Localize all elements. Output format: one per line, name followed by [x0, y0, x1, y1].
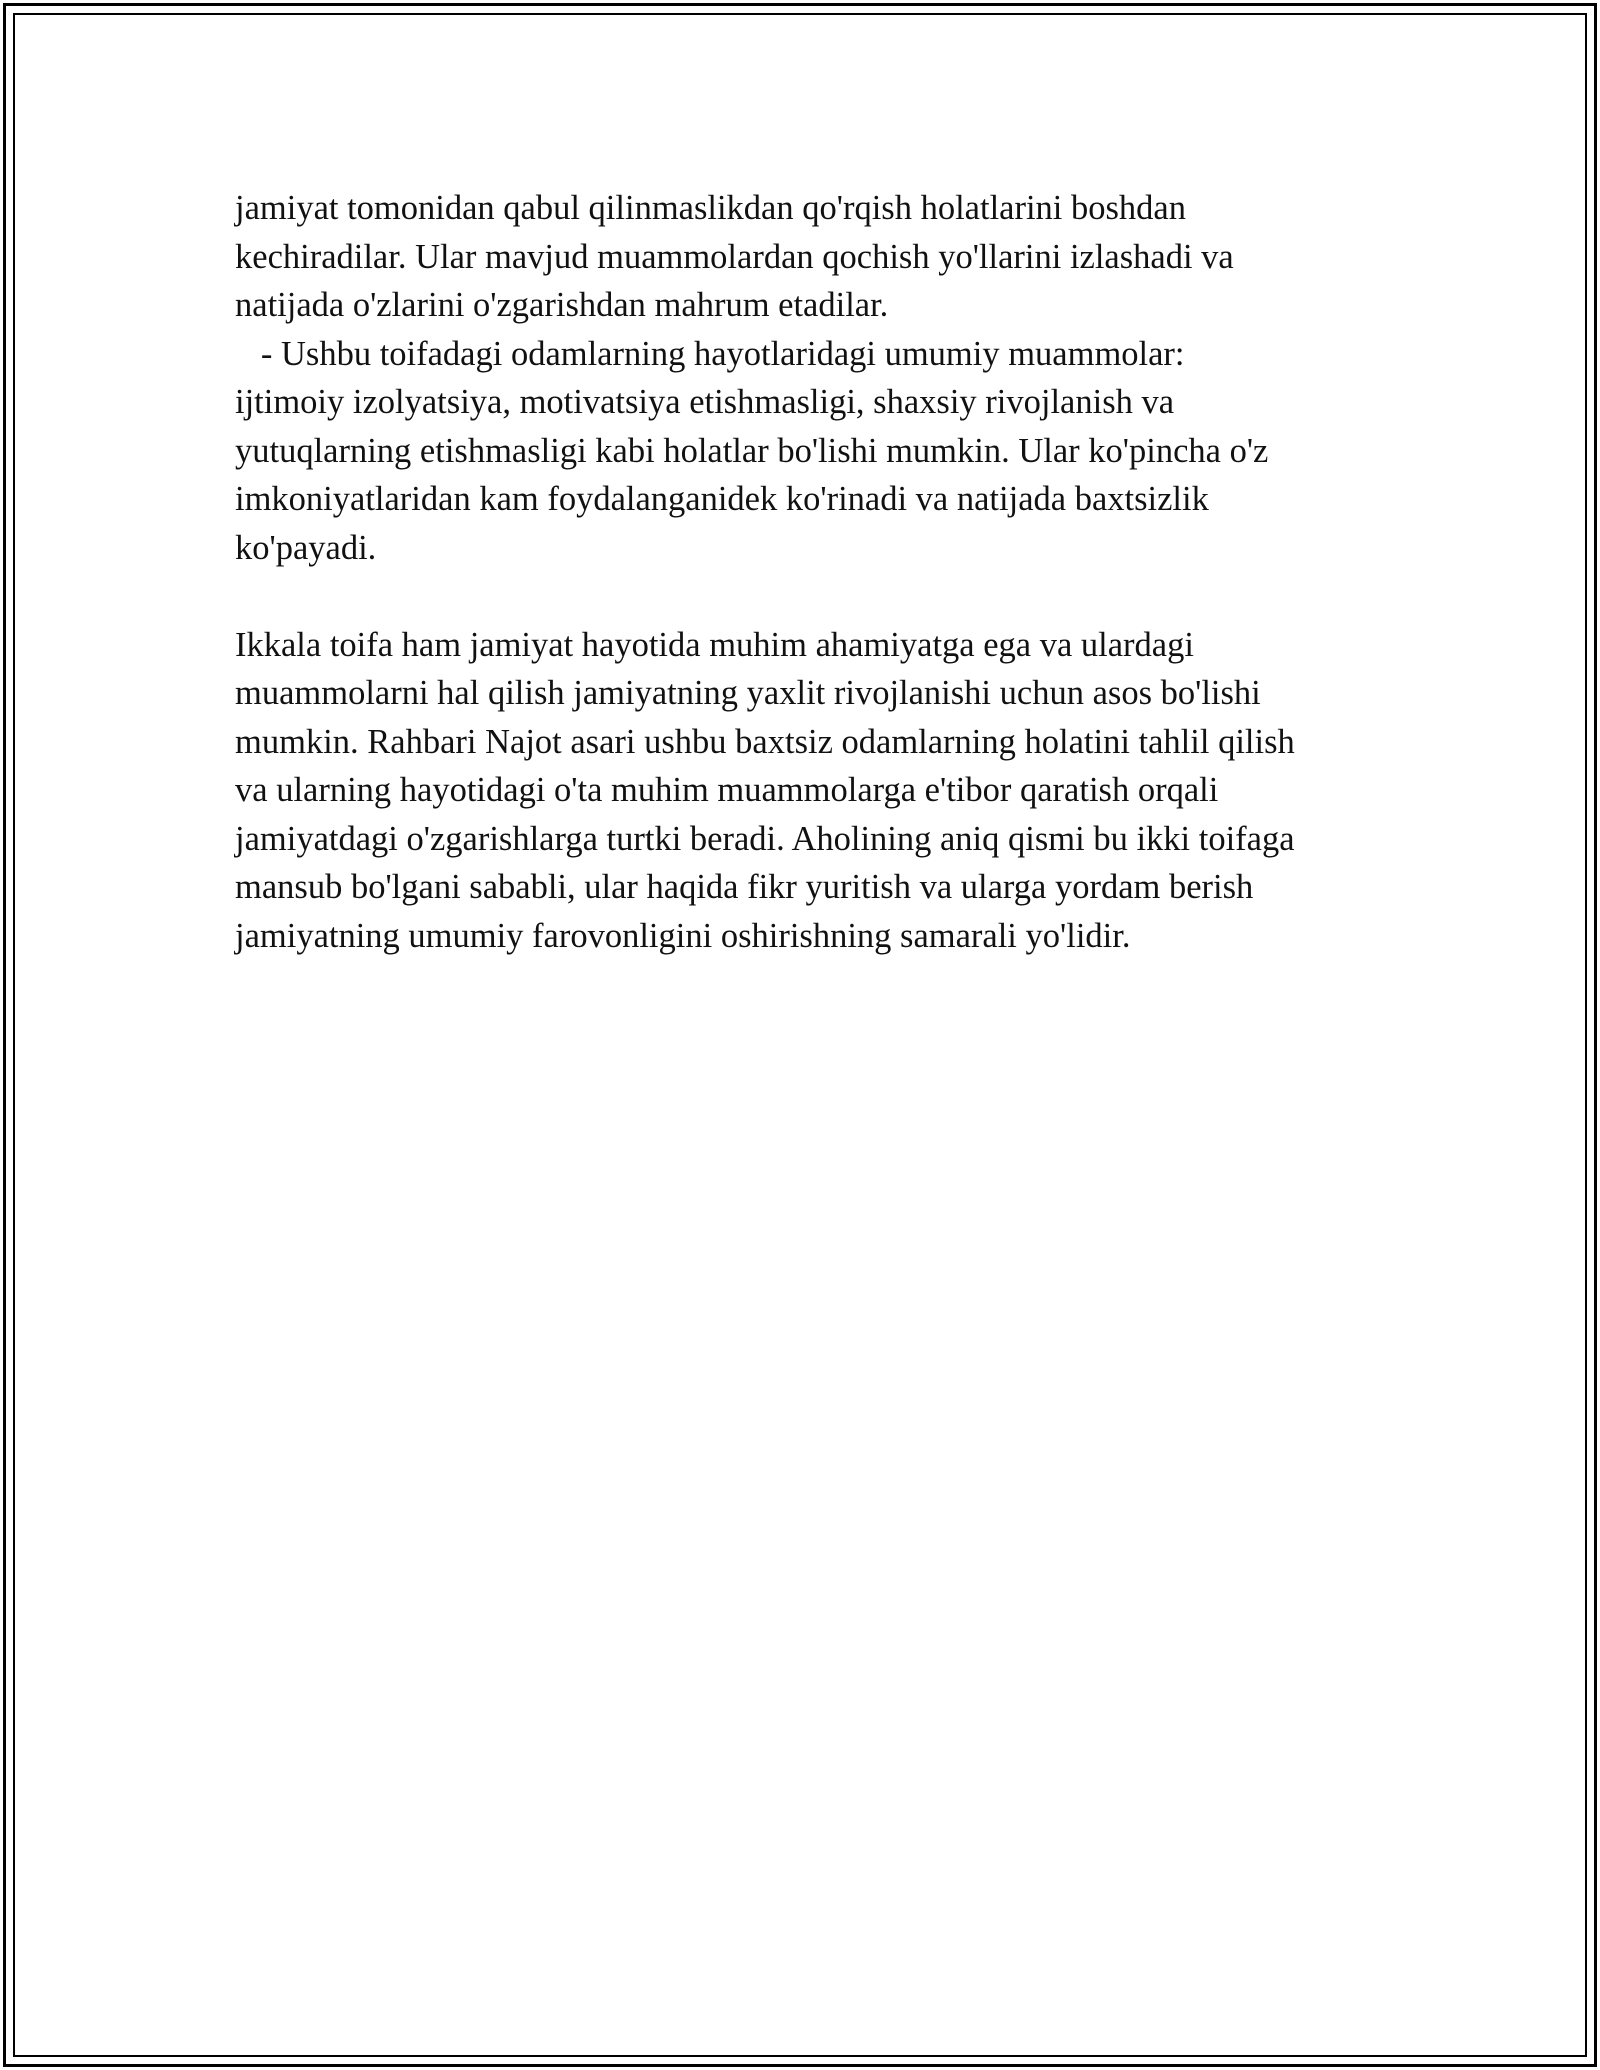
text-line: kechiradilar. Ular mavjud muammolardan qochish yo'llarini izlashadi va [235, 237, 1234, 276]
text-line: Ikkala toifa ham jamiyat hayotida muhim ahamiyatga ega va ulardagi [235, 625, 1194, 664]
text-line: jamiyatdagi o'zgarishlarga turtki beradi. Aholining aniq qismi bu ikki toifaga [235, 819, 1295, 858]
text-line: ijtimoiy izolyatsiya, motivatsiya etishmasligi, shaxsiy rivojlanish va [235, 383, 1175, 421]
text-line: - Ushbu toifadagi odamlarning hayotlaridagi umumiy muammolar: [235, 334, 1185, 373]
text-line: va ularning hayotidagi o'ta muhim muammolarga e'tibor qaratish orqali [235, 771, 1219, 809]
text-line: mumkin. Rahbari Najot asari ushbu baxtsiz odamlarning holatini tahlil qilish [235, 722, 1295, 761]
text-line: natijada o'zlarini o'zgarishdan mahrum etadilar. [235, 286, 889, 324]
text-line: ko'payadi. [235, 528, 377, 567]
paragraph-1 [235, 184, 1395, 572]
text-line: imkoniyatlaridan kam foydalanganidek ko'rinadi va natijada baxtsizlik [235, 480, 1209, 518]
paragraph-spacer [235, 572, 1395, 621]
text-line: jamiyatning umumiy farovonligini oshirishning samarali yo'lidir. [235, 916, 1131, 955]
text-line: mansub bo'lgani sababli, ular haqida fikr yuritish va ularga yordam berish [235, 868, 1254, 906]
paragraph-2 [235, 621, 1395, 961]
document-body [235, 184, 1395, 960]
text-line: jamiyat tomonidan qabul qilinmaslikdan qo'rqish holatlarini boshdan [235, 189, 1186, 227]
text-line: muammolarni hal qilish jamiyatning yaxlit rivojlanishi uchun asos bo'lishi [235, 674, 1261, 712]
text-line: yutuqlarning etishmasligi kabi holatlar bo'lishi mumkin. Ular ko'pincha o'z [235, 431, 1269, 470]
